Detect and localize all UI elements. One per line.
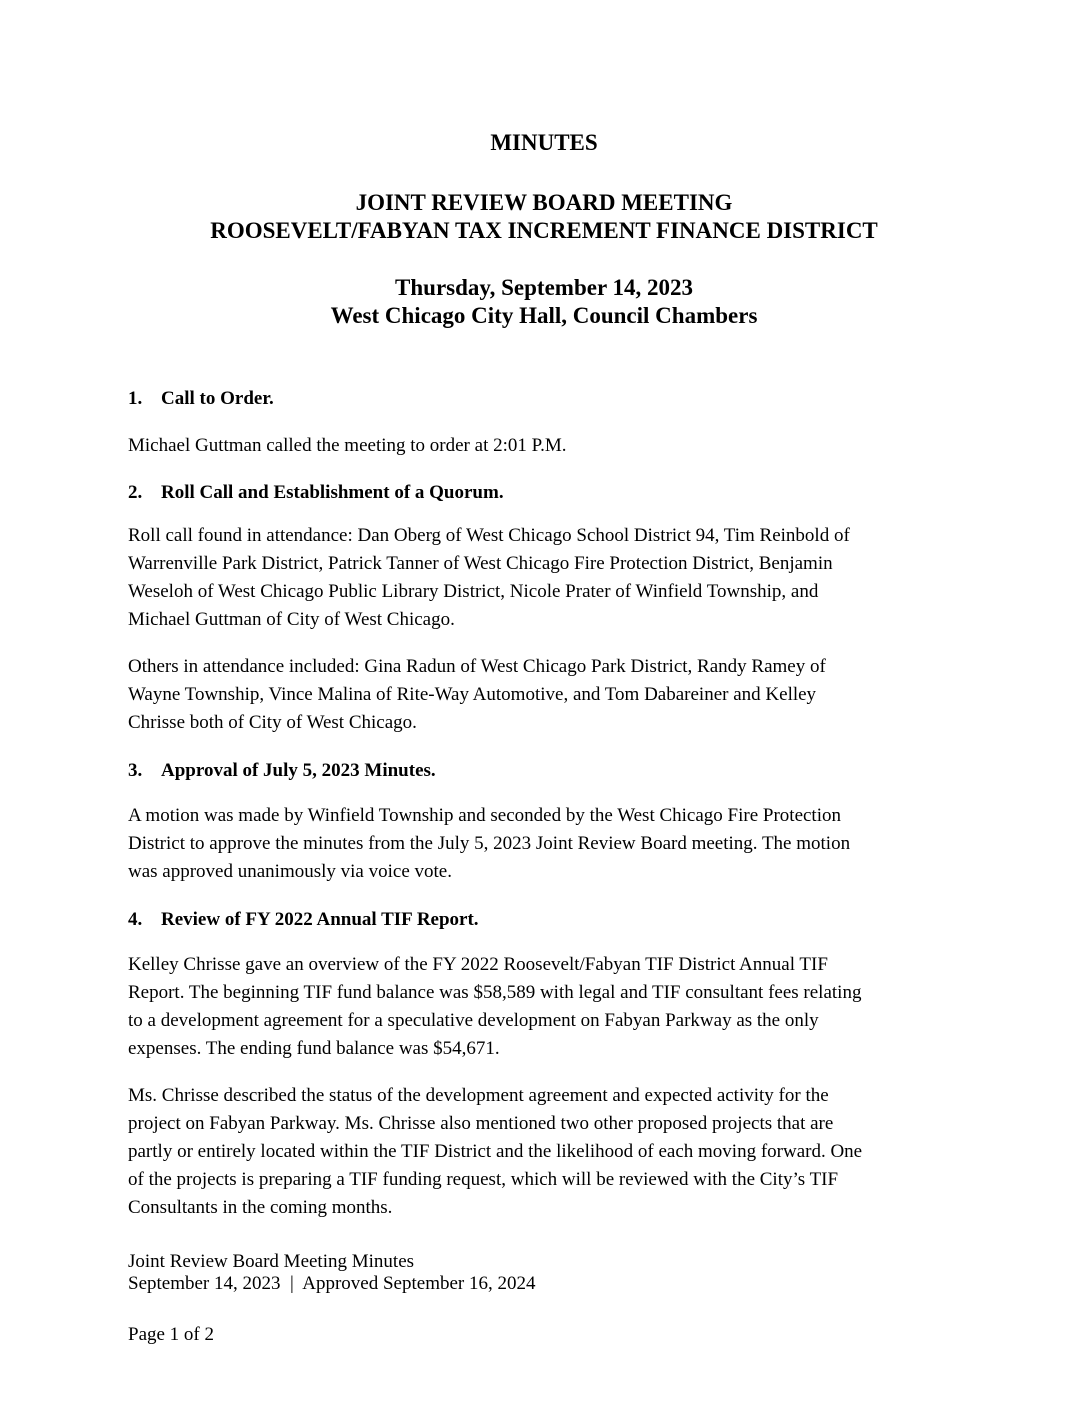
text-line: Weseloh of West Chicago Public Library District, Nicole Prater of Winfield Township, and — [128, 581, 819, 602]
text-line: Consultants in the coming months. — [128, 1197, 393, 1218]
footer-approval-date: September 14, 2023 | Approved September 16, 2024 — [128, 1273, 536, 1294]
section-title-text: Roll Call and Establishment of a Quorum. — [161, 482, 504, 503]
text-line: Kelley Chrisse gave an overview of the FY 2022 Roosevelt/Fabyan TIF District Annual TIF — [128, 954, 828, 975]
paragraph-call-to-order — [128, 432, 968, 460]
text-line: project on Fabyan Parkway. Ms. Chrisse also mentioned two other proposed projects that are — [128, 1113, 834, 1134]
text-line: partly or entirely located within the TIF District and the likelihood of each moving forward. One — [128, 1141, 863, 1162]
text-line: was approved unanimously via voice vote. — [128, 861, 452, 882]
section-heading-roll-call — [128, 481, 504, 505]
section-title-text: Call to Order. — [161, 388, 274, 409]
text-line: Michael Guttman of City of West Chicago. — [128, 609, 455, 630]
text-line: Chrisse both of City of West Chicago. — [128, 712, 417, 733]
section-number: 3. — [128, 760, 143, 781]
text-line: Ms. Chrisse described the status of the development agreement and expected activity for the — [128, 1085, 829, 1106]
text-line: Roll call found in attendance: Dan Oberg of West Chicago School District 94, Tim Reinbold of — [128, 525, 850, 546]
text-line: District to approve the minutes from the July 5, 2023 Joint Review Board meeting. The motion — [128, 833, 851, 854]
meeting-location: West Chicago City Hall, Council Chambers — [330, 303, 758, 328]
meeting-date: Thursday, September 14, 2023 — [395, 275, 693, 300]
paragraph-project-status — [128, 1082, 968, 1222]
footer-document-name: Joint Review Board Meeting Minutes — [128, 1251, 415, 1272]
meeting-title: JOINT REVIEW BOARD MEETING — [355, 190, 733, 215]
text-line: A motion was made by Winfield Township and seconded by the West Chicago Fire Protection — [128, 805, 841, 826]
section-heading-tif-report — [128, 908, 479, 932]
text-line: Report. The beginning TIF fund balance was $58,589 with legal and TIF consultant fees relating — [128, 982, 862, 1003]
section-heading-approval — [128, 759, 436, 783]
text-line: to a development agreement for a speculative development on Fabyan Parkway as the only — [128, 1010, 819, 1031]
paragraph-others-attendance — [128, 653, 968, 737]
text-line: Warrenville Park District, Patrick Tanner of West Chicago Fire Protection District, Benjamin — [128, 553, 833, 574]
section-number: 1. — [128, 388, 143, 409]
section-title-text: Approval of July 5, 2023 Minutes. — [161, 760, 436, 781]
section-title-text: Review of FY 2022 Annual TIF Report. — [161, 909, 479, 930]
paragraph-approval — [128, 802, 968, 886]
text-line: Michael Guttman called the meeting to order at 2:01 P.M. — [128, 435, 567, 456]
section-heading-call-to-order — [128, 387, 274, 411]
document-title: MINUTES — [490, 130, 598, 155]
text-line: Others in attendance included: Gina Radun of West Chicago Park District, Randy Ramey of — [128, 656, 826, 677]
text-line: expenses. The ending fund balance was $54,671. — [128, 1038, 500, 1059]
text-line: Wayne Township, Vince Malina of Rite-Way Automotive, and Tom Dabareiner and Kelley — [128, 684, 817, 705]
section-number: 4. — [128, 909, 143, 930]
page-number: Page 1 of 2 — [128, 1324, 215, 1345]
section-number: 2. — [128, 482, 143, 503]
paragraph-tif-overview — [128, 951, 968, 1063]
district-name: ROOSEVELT/FABYAN TAX INCREMENT FINANCE DISTRICT — [210, 218, 878, 243]
paragraph-roll-call — [128, 522, 968, 634]
text-line: of the projects is preparing a TIF funding request, which will be reviewed with the City’s TIF — [128, 1169, 839, 1190]
